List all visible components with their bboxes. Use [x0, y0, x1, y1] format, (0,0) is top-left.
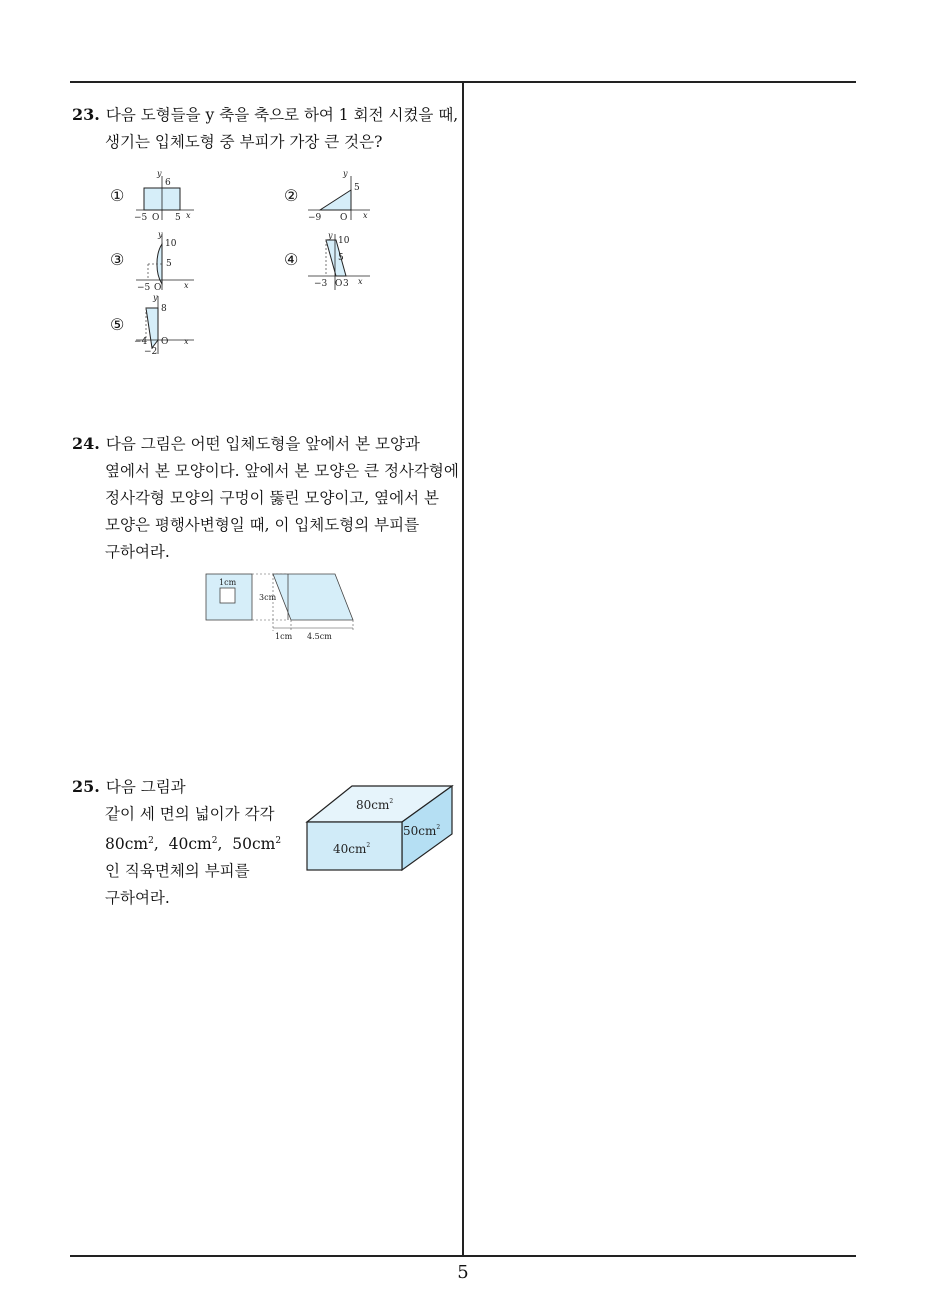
option-2-label[interactable]: ② — [284, 186, 299, 205]
tick-x: x — [358, 277, 363, 286]
label-top-area: $80cm^2$ — [356, 798, 394, 812]
option-4-figure — [306, 228, 376, 292]
q24-figure — [203, 569, 363, 645]
tick-origin: O — [154, 283, 162, 292]
tick-5: 5 — [166, 259, 172, 269]
tick-x: x — [184, 337, 189, 346]
tick-3: 3 — [343, 279, 349, 289]
tick-10: 10 — [338, 236, 350, 246]
tick-origin: O — [335, 279, 343, 289]
option-1-figure — [132, 168, 202, 222]
tick-5: 5 — [175, 213, 181, 222]
tick-neg5: −5 — [134, 213, 148, 222]
tick-y: y — [328, 231, 333, 240]
question-23 — [72, 101, 457, 156]
question-number: 25. — [72, 777, 100, 796]
column-divider — [462, 82, 464, 1256]
tick-neg2: −2 — [144, 347, 158, 356]
question-text-line4: 모양은 평행사변형일 때, 이 입체도형의 부피를 — [105, 516, 420, 534]
label-offset: 1cm — [275, 632, 293, 641]
tick-5: 5 — [338, 253, 344, 263]
option-2-figure — [306, 168, 376, 222]
tick-origin: O — [161, 337, 169, 347]
label-height: 3cm — [259, 593, 277, 602]
tick-6: 6 — [165, 178, 171, 188]
question-text-line1: 다음 도형들을 y 축을 축으로 하여 1 회전 시켰을 때, — [105, 106, 459, 124]
label-hole: 1cm — [219, 578, 237, 587]
question-text-line2: 같이 세 면의 넓이가 각각 — [105, 805, 275, 823]
label-width: 4.5cm — [307, 632, 332, 641]
question-24 — [72, 430, 457, 566]
tick-y: y — [153, 293, 158, 302]
question-text-line2: 옆에서 본 모양이다. 앞에서 본 모양은 큰 정사각형에 — [105, 462, 459, 480]
tick-y: y — [343, 169, 348, 178]
option-3-figure — [132, 228, 202, 292]
tick-5: 5 — [354, 183, 360, 193]
question-text-line2: 생기는 입체도형 중 부피가 가장 큰 것은? — [105, 133, 383, 151]
question-areas: $80cm^2$, $40cm^2$, $50cm^2$ — [105, 835, 282, 854]
question-text-line3: 정사각형 모양의 구멍이 뚫린 모양이고, 옆에서 본 — [105, 489, 439, 507]
tick-10: 10 — [165, 239, 177, 249]
question-text-line1: 다음 그림은 어떤 입체도형을 앞에서 본 모양과 — [105, 435, 420, 453]
tick-neg5: −5 — [137, 283, 151, 292]
tick-origin: O — [152, 213, 160, 222]
question-25 — [72, 773, 292, 912]
question-text-line4: 구하여라. — [105, 889, 170, 908]
q25-cuboid-figure — [305, 782, 455, 874]
question-text-line3: 인 직육면체의 부피를 — [105, 862, 250, 881]
page-number: 5 — [457, 1262, 469, 1283]
question-text-line5: 구하여라. — [105, 543, 170, 561]
tick-x: x — [184, 281, 189, 290]
option-1-label[interactable]: ① — [110, 186, 125, 205]
tick-8: 8 — [161, 304, 167, 314]
option-4-label[interactable]: ④ — [284, 250, 299, 269]
option-5-label[interactable]: ⑤ — [110, 315, 125, 334]
option-3-label[interactable]: ③ — [110, 250, 125, 269]
question-number: 23. — [72, 105, 100, 124]
tick-neg3: −3 — [314, 279, 328, 289]
label-side-area: $50cm^2$ — [403, 824, 441, 838]
tick-x: x — [363, 211, 368, 220]
question-text-line1: 다음 그림과 — [105, 778, 186, 796]
tick-x: x — [186, 211, 191, 220]
label-front-area: $40cm^2$ — [333, 842, 371, 856]
tick-y: y — [157, 169, 162, 178]
option-5-figure — [132, 292, 202, 356]
tick-neg9: −9 — [308, 213, 322, 222]
tick-origin: O — [340, 213, 348, 222]
tick-y: y — [158, 230, 163, 239]
bottom-rule — [70, 1255, 856, 1257]
tick-neg4: −4 — [134, 337, 148, 347]
question-number: 24. — [72, 434, 100, 453]
